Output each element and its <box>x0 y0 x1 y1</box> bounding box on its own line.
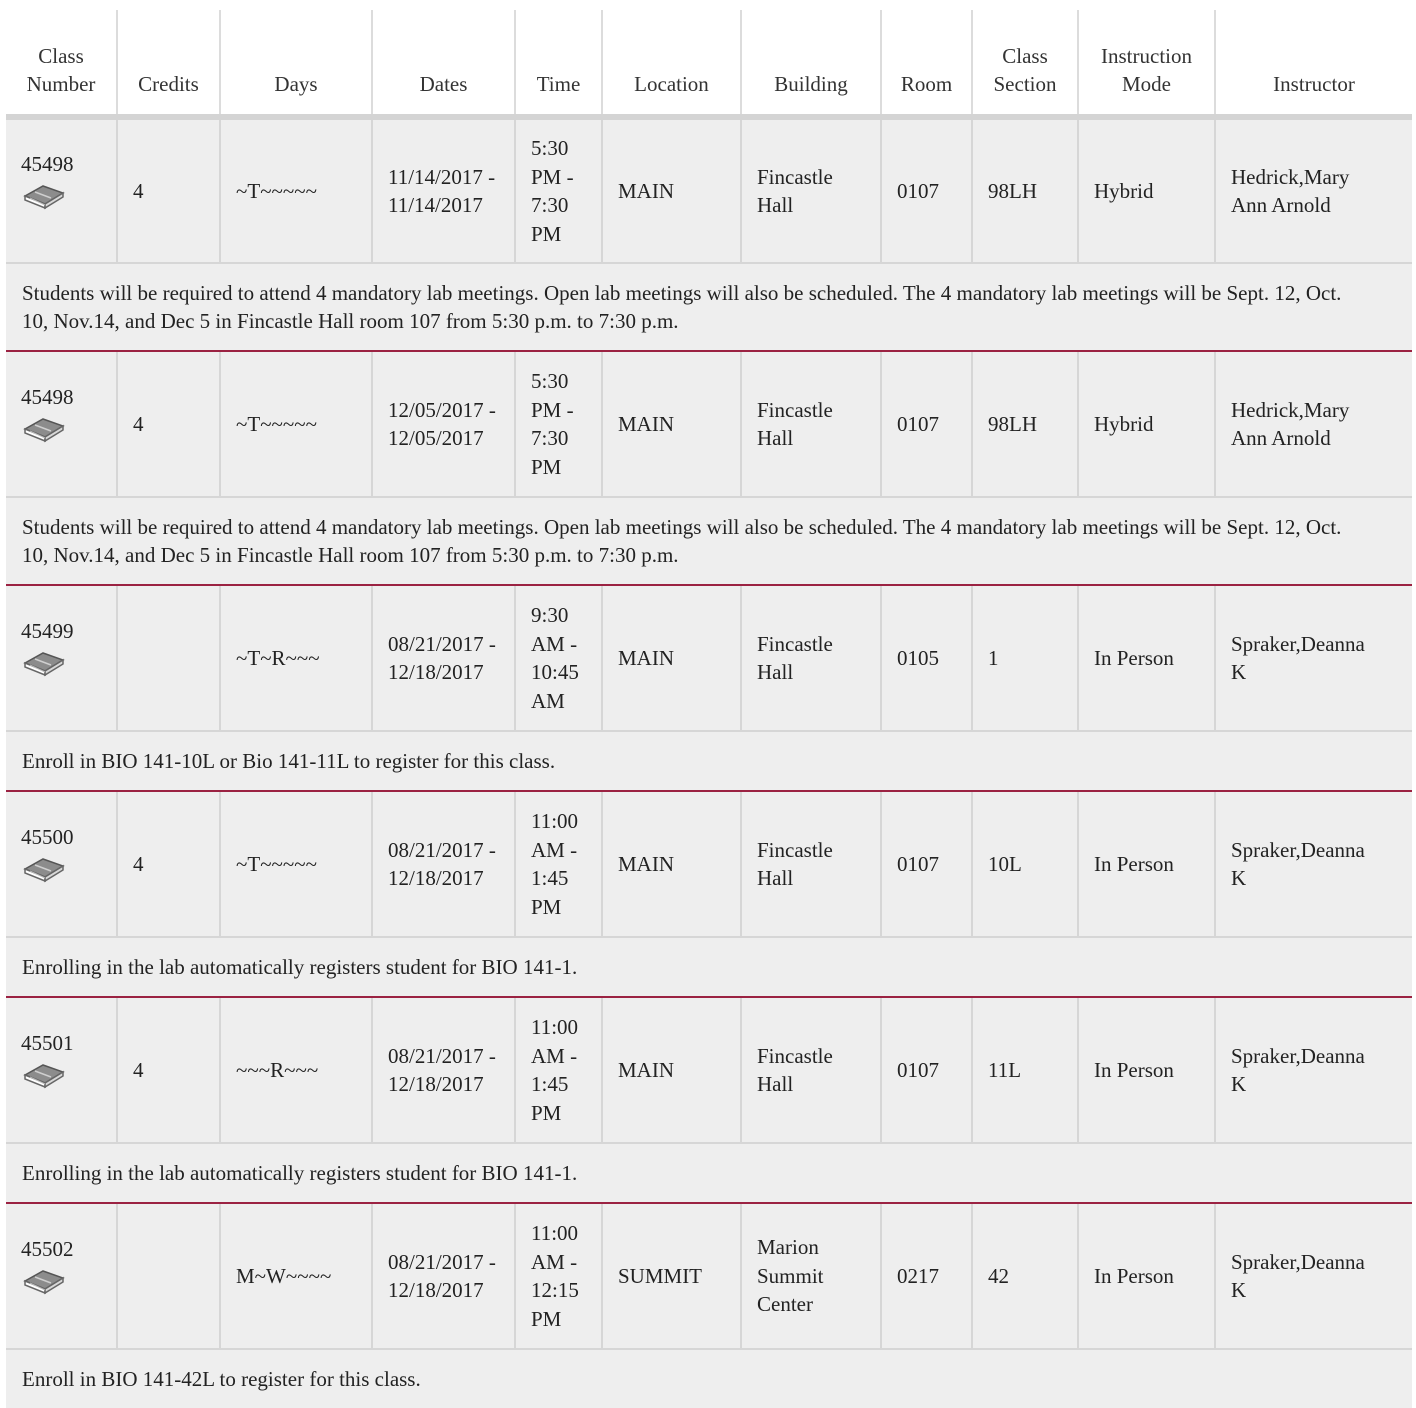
cell-line: Hall <box>757 193 794 217</box>
class-note-row <box>6 1349 1412 1408</box>
class-number-cell <box>6 585 117 731</box>
cell-line: Hall <box>757 1072 794 1096</box>
cell-line: Fincastle <box>757 1043 833 1068</box>
cell-line: 11/14/2017 - <box>388 164 496 189</box>
header-location[interactable]: Location <box>602 10 741 117</box>
class-number-link[interactable]: 45500 <box>21 824 74 849</box>
cell-line: Fincastle <box>757 631 833 656</box>
building-cell <box>741 351 881 497</box>
book-icon <box>21 645 67 677</box>
cell-line: 12/18/2017 <box>388 1072 484 1096</box>
textbook-link[interactable] <box>21 1057 112 1089</box>
cell-line: 10:45 <box>531 660 579 684</box>
credits-cell <box>117 1203 220 1349</box>
class-section-cell: 10L <box>972 791 1078 937</box>
class-note-row <box>6 937 1412 997</box>
cell-line: AM - <box>531 1249 578 1274</box>
days-cell: ~T~~~~~ <box>220 791 372 937</box>
time-cell <box>515 1203 602 1349</box>
days-cell: ~T~R~~~ <box>220 585 372 731</box>
header-credits[interactable]: Credits <box>117 10 220 117</box>
time-cell <box>515 791 602 937</box>
class-schedule-table <box>6 10 1412 1408</box>
class-note: Enrolling in the lab automatically registers student for BIO 141-1. <box>6 937 1412 997</box>
cell-line: PM - <box>531 164 574 189</box>
cell-line: 11:00 <box>531 1015 579 1039</box>
room-cell: 0107 <box>881 997 972 1143</box>
class-note: Enroll in BIO 141-42L to register for this class. <box>6 1349 1412 1408</box>
cell-line: K <box>1231 1072 1247 1096</box>
header-time[interactable]: Time <box>515 10 602 117</box>
cell-line: 08/21/2017 - <box>388 1043 496 1068</box>
cell-line: 5:30 <box>531 369 569 393</box>
cell-line: 12/05/2017 <box>388 426 484 450</box>
days-cell: ~T~~~~~ <box>220 117 372 263</box>
class-note-row <box>6 1143 1412 1203</box>
instructor-cell <box>1215 585 1412 731</box>
building-cell <box>741 791 881 937</box>
days-cell: M~W~~~~ <box>220 1203 372 1349</box>
dates-cell <box>372 997 515 1143</box>
cell-line: Hall <box>757 660 794 684</box>
cell-line: Ann Arnold <box>1231 426 1331 450</box>
location-cell: MAIN <box>602 997 741 1143</box>
cell-line: Fincastle <box>757 397 833 422</box>
instruction-mode-cell: In Person <box>1078 1203 1215 1349</box>
building-cell <box>741 585 881 731</box>
room-cell: 0107 <box>881 791 972 937</box>
class-number-cell <box>6 117 117 263</box>
dates-cell <box>372 791 515 937</box>
instruction-mode-cell: Hybrid <box>1078 351 1215 497</box>
cell-line: Spraker,Deanna <box>1231 837 1365 862</box>
cell-line: 7:30 <box>531 193 569 217</box>
cell-line: Hall <box>757 426 794 450</box>
days-cell: ~~~R~~~ <box>220 997 372 1143</box>
class-note-row <box>6 731 1412 791</box>
cell-line: Spraker,Deanna <box>1231 1249 1365 1274</box>
table-row <box>6 117 1412 263</box>
class-number-cell <box>6 351 117 497</box>
cell-line: 08/21/2017 - <box>388 837 496 862</box>
cell-line: 7:30 <box>531 426 569 450</box>
building-cell <box>741 997 881 1143</box>
cell-line: K <box>1231 660 1247 684</box>
class-note: Students will be required to attend 4 mandatory lab meetings. Open lab meetings will also be scheduled. The 4 mandatory lab meetings will be Sept. 12, Oct. 10, Nov.14, and Dec 5 in Fincastle Hall room 107 from 5:30 p.m. to 7:30 p.m. <box>6 497 1412 585</box>
time-cell <box>515 997 602 1143</box>
cell-line: 11:00 <box>531 1221 579 1245</box>
cell-line: 12:15 <box>531 1278 579 1302</box>
instructor-cell <box>1215 117 1412 263</box>
dates-cell <box>372 117 515 263</box>
location-cell: MAIN <box>602 351 741 497</box>
header-row <box>6 10 1412 117</box>
cell-line: Hall <box>757 866 794 890</box>
cell-line: PM <box>531 1306 562 1331</box>
table-row <box>6 1203 1412 1349</box>
class-note-row <box>6 497 1412 585</box>
class-number-link[interactable]: 45501 <box>21 1030 74 1055</box>
cell-line: 12/18/2017 <box>388 866 484 890</box>
instructor-cell <box>1215 997 1412 1143</box>
building-cell <box>741 117 881 263</box>
book-icon <box>21 1263 67 1295</box>
book-icon <box>21 411 67 443</box>
cell-line: Spraker,Deanna <box>1231 631 1365 656</box>
cell-line: PM - <box>531 397 574 422</box>
class-number-link[interactable]: 45498 <box>21 151 74 176</box>
book-icon <box>21 851 67 883</box>
header-room[interactable]: Room <box>881 10 972 117</box>
cell-line: 11/14/2017 <box>388 193 483 217</box>
location-cell: MAIN <box>602 117 741 263</box>
cell-line: PM <box>531 894 562 919</box>
credits-cell: 4 <box>117 997 220 1143</box>
table-row <box>6 351 1412 497</box>
table-row <box>6 585 1412 731</box>
class-note-row <box>6 263 1412 351</box>
class-note: Enrolling in the lab automatically registers student for BIO 141-1. <box>6 1143 1412 1203</box>
cell-line: 08/21/2017 - <box>388 1249 496 1274</box>
header-building[interactable]: Building <box>741 10 881 117</box>
class-note: Enroll in BIO 141-10L or Bio 141-11L to register for this class. <box>6 731 1412 791</box>
room-cell: 0217 <box>881 1203 972 1349</box>
dates-cell <box>372 1203 515 1349</box>
dates-cell <box>372 351 515 497</box>
instruction-mode-cell: In Person <box>1078 585 1215 731</box>
cell-line: Fincastle <box>757 837 833 862</box>
cell-line: AM - <box>531 1043 578 1068</box>
header-instructor[interactable]: Instructor <box>1215 10 1412 117</box>
cell-line: Spraker,Deanna <box>1231 1043 1365 1068</box>
book-icon <box>21 178 67 210</box>
credits-cell: 4 <box>117 791 220 937</box>
class-number-cell <box>6 1203 117 1349</box>
table-row <box>6 997 1412 1143</box>
cell-line: K <box>1231 866 1247 890</box>
room-cell: 0107 <box>881 117 972 263</box>
cell-line: 12/05/2017 - <box>388 397 496 422</box>
class-note: Students will be required to attend 4 mandatory lab meetings. Open lab meetings will also be scheduled. The 4 mandatory lab meetings will be Sept. 12, Oct. 10, Nov.14, and Dec 5 in Fincastle Hall room 107 from 5:30 p.m. to 7:30 p.m. <box>6 263 1412 351</box>
time-cell <box>515 117 602 263</box>
cell-line: K <box>1231 1278 1247 1302</box>
instructor-cell <box>1215 1203 1412 1349</box>
header-days[interactable]: Days <box>220 10 372 117</box>
textbook-link[interactable] <box>21 645 112 677</box>
location-cell: MAIN <box>602 585 741 731</box>
days-cell: ~T~~~~~ <box>220 351 372 497</box>
cell-line: 08/21/2017 - <box>388 631 496 656</box>
credits-cell: 4 <box>117 351 220 497</box>
textbook-link[interactable] <box>21 851 112 883</box>
location-cell: MAIN <box>602 791 741 937</box>
room-cell: 0107 <box>881 351 972 497</box>
cell-line: Ann Arnold <box>1231 193 1331 217</box>
cell-line: AM <box>531 688 565 713</box>
cell-line: Center <box>757 1292 813 1317</box>
credits-cell <box>117 585 220 731</box>
cell-line: Hedrick,Mary <box>1231 397 1350 422</box>
textbook-link[interactable] <box>21 1263 112 1295</box>
cell-line: Marion <box>757 1235 819 1260</box>
instructor-cell <box>1215 351 1412 497</box>
class-section-cell: 1 <box>972 585 1078 731</box>
header-class-section[interactable]: Class Section <box>972 10 1078 117</box>
book-icon <box>21 1057 67 1089</box>
cell-line: 5:30 <box>531 136 569 160</box>
cell-line: AM - <box>531 837 578 862</box>
cell-line: 1:45 <box>531 866 569 890</box>
instruction-mode-cell: Hybrid <box>1078 117 1215 263</box>
class-number-link[interactable]: 45499 <box>21 618 74 643</box>
class-section-cell: 11L <box>972 997 1078 1143</box>
class-section-cell: 98LH <box>972 117 1078 263</box>
textbook-link[interactable] <box>21 411 112 443</box>
dates-cell <box>372 585 515 731</box>
time-cell <box>515 351 602 497</box>
cell-line: Summit <box>757 1263 824 1288</box>
class-number-cell <box>6 791 117 937</box>
cell-line: 9:30 <box>531 603 569 627</box>
class-number-link[interactable]: 45502 <box>21 1236 74 1261</box>
instructor-cell <box>1215 791 1412 937</box>
cell-line: PM <box>531 221 562 246</box>
credits-cell: 4 <box>117 117 220 263</box>
cell-line: Hedrick,Mary <box>1231 164 1350 189</box>
cell-line: 12/18/2017 <box>388 1278 484 1302</box>
time-cell <box>515 585 602 731</box>
class-number-cell <box>6 997 117 1143</box>
class-number-link[interactable]: 45498 <box>21 384 74 409</box>
header-instruction-mode[interactable]: Instruction Mode <box>1078 10 1215 117</box>
header-class-number[interactable]: Class Number <box>6 10 117 117</box>
instruction-mode-cell: In Person <box>1078 791 1215 937</box>
class-section-cell: 42 <box>972 1203 1078 1349</box>
cell-line: Fincastle <box>757 164 833 189</box>
instruction-mode-cell: In Person <box>1078 997 1215 1143</box>
cell-line: 12/18/2017 <box>388 660 484 684</box>
cell-line: AM - <box>531 631 578 656</box>
cell-line: PM <box>531 454 562 479</box>
table-row <box>6 791 1412 937</box>
header-dates[interactable]: Dates <box>372 10 515 117</box>
room-cell: 0105 <box>881 585 972 731</box>
location-cell: SUMMIT <box>602 1203 741 1349</box>
cell-line: PM <box>531 1100 562 1125</box>
building-cell <box>741 1203 881 1349</box>
textbook-link[interactable] <box>21 178 112 210</box>
cell-line: 11:00 <box>531 809 579 833</box>
cell-line: 1:45 <box>531 1072 569 1096</box>
class-section-cell: 98LH <box>972 351 1078 497</box>
